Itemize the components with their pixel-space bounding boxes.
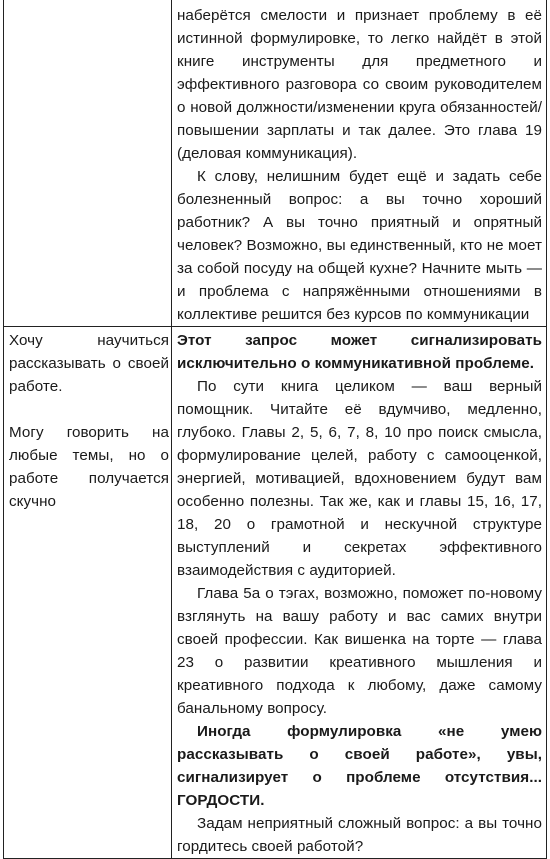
cell-content [4, 327, 171, 513]
paragraph: Глава 5а о тэгах, возможно, поможет по-новому взглянуть на вашу работу и вас самих внутри своей профессии. Как вишенка на торте — глава 23 о развитии креативного мышления и креативного подхода к любому, даже самому банальному вопросу. [177, 585, 542, 717]
advice-table [3, 0, 547, 859]
bold-paragraph: Иногда формулировка «не умею рассказывать о своей работе», увы, сигнализирует о проблеме отсутствия... ГОРДОСТИ. [177, 723, 542, 809]
bold-intro: Этот запрос может сигнализировать исключительно о коммуникативной проблеме. [177, 332, 542, 372]
table-row [4, 0, 547, 327]
paragraph: Задам неприятный сложный вопрос: а вы точно гордитесь своей работой? [177, 815, 542, 855]
table-cell-left-empty [4, 0, 172, 327]
table-cell-left [4, 327, 172, 859]
paragraph: К слову, нелишним будет ещё и задать себе болезненный вопрос: а вы точно хороший работник? А вы точно приятный и опрятный человек? Возможно, вы единственный, кто не моет за собой посуду на общей кухне? Начните мыть — и проблема с напряжёнными отношениями в коллективе решится без курсов по коммуникации [177, 168, 542, 323]
cell-content [172, 327, 546, 858]
paragraph: наберётся смелости и признает проблему в её истинной формулировке, то легко найдёт в этой книге инструменты для предметного и эффективного разговора со своим руководителем о новой должности/изменении круга обязанностей/повышении зарплаты и так далее. Это глава 19 (деловая коммуникация). [177, 7, 542, 162]
request-text: Хочу научиться рассказывать о своей работе. [9, 332, 169, 395]
cell-content [172, 0, 546, 326]
table-cell-right [172, 327, 547, 859]
table-row [4, 327, 547, 859]
table-cell-right [172, 0, 547, 327]
spacer [9, 398, 169, 421]
request-text: Могу говорить на любые темы, но о работе получается скучно [9, 424, 169, 510]
paragraph: По сути книга целиком — ваш верный помощник. Читайте её вдумчиво, медленно, глубоко. Главы 2, 5, 6, 7, 8, 10 про поиск смысла, формулирование целей, работу с самооценкой, энергией, мотивацией, вдохновением будут вам особенно полезны. Так же, как и главы 15, 16, 17, 18, 20 о грамотной и нескучной структуре выступлений и секретах эффективного взаимодействия с аудиторией. [177, 378, 542, 579]
